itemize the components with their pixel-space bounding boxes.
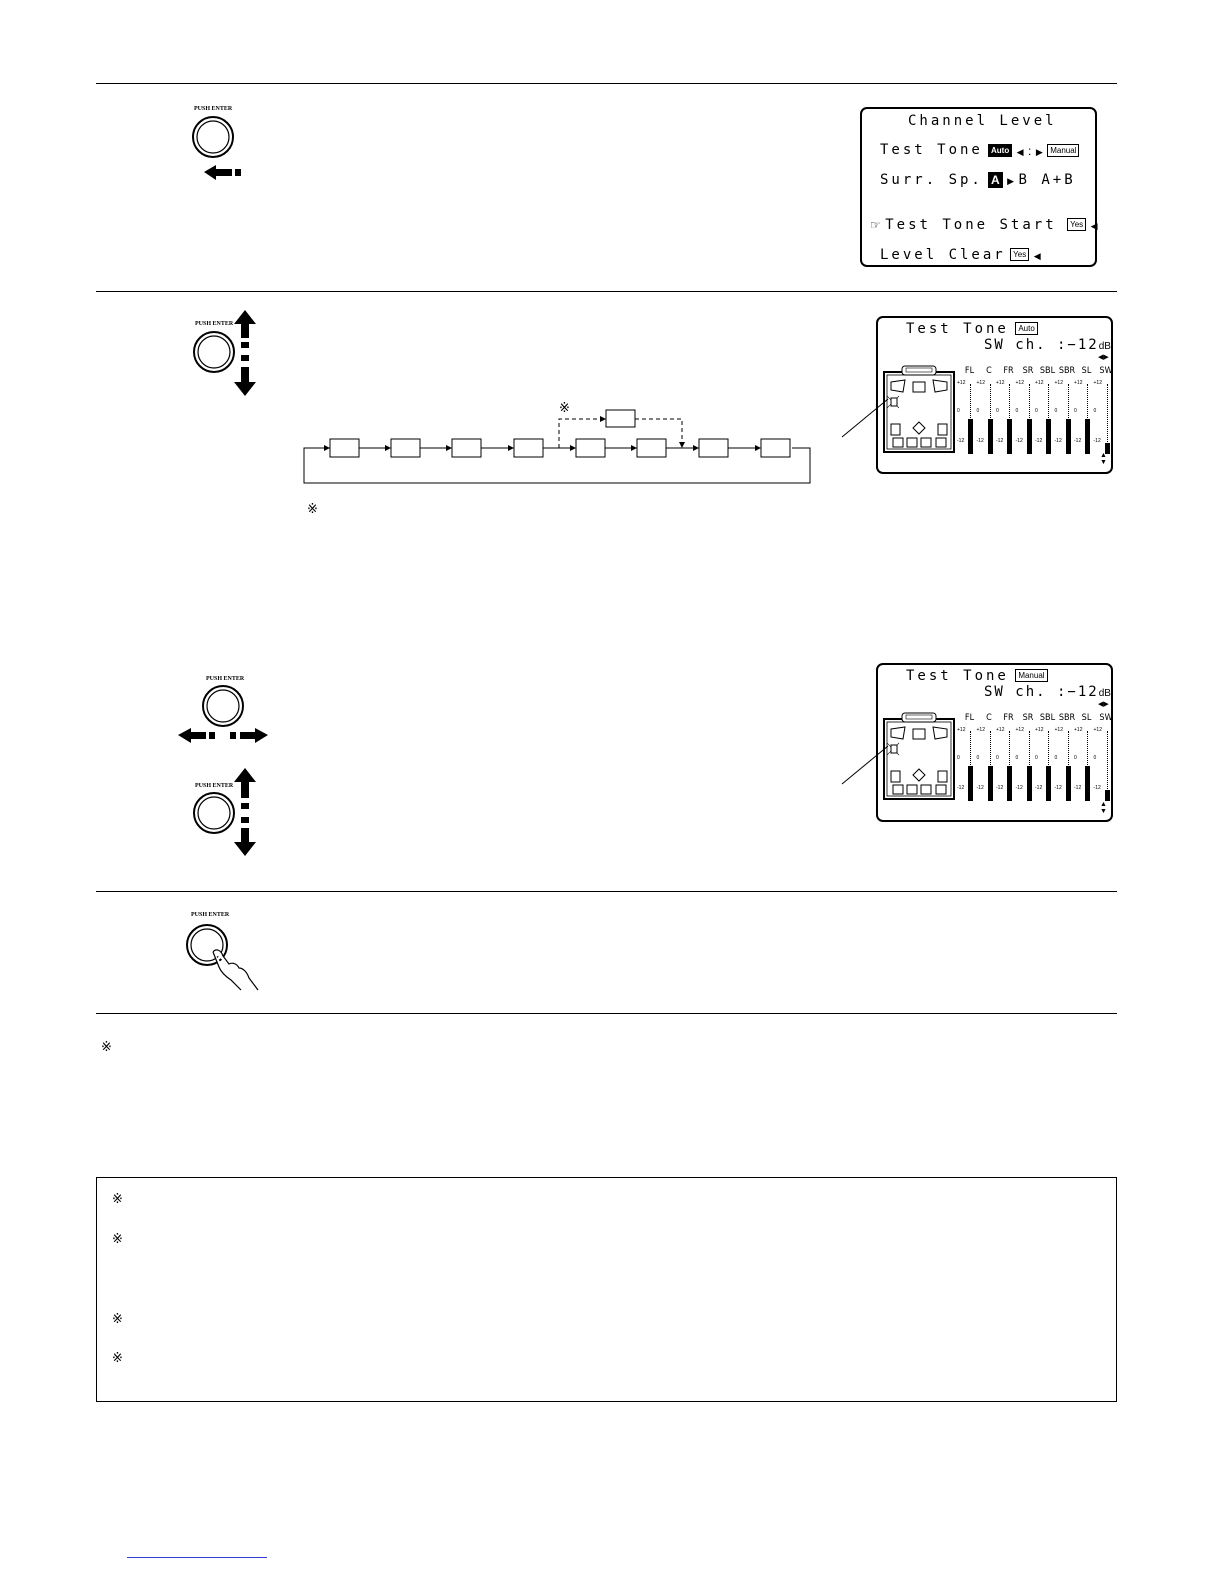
scale-label: +12 [1093,380,1102,386]
scale-label: -12 [957,438,965,444]
scale-label: -12 [1054,785,1062,791]
sequence-box [699,439,728,457]
channel-label: FR [1003,366,1014,376]
sequence-box [514,439,543,457]
reference-mark: ※ [112,1232,123,1247]
scale-label: +12 [996,727,1005,733]
sequence-box [637,439,666,457]
sequence-box [452,439,481,457]
section-divider [96,891,1117,892]
channel-label: C [986,713,992,723]
channel-readout [984,336,1111,354]
scale-label: 0 [1093,408,1097,414]
meter-bar [1007,766,1012,801]
push-enter-knob-updown[interactable] [190,310,265,400]
level-clear-row[interactable] [880,246,1041,264]
auto-tag[interactable]: Auto [988,144,1012,157]
triangle-right-icon: ▶ [1035,147,1043,157]
sequence-box [330,439,359,457]
test-tone-options [988,142,1079,160]
channel-level-meters [957,713,1113,817]
scale-label: 0 [1035,755,1038,761]
reference-mark: ※ [101,1040,112,1055]
scale-label: -12 [1054,438,1062,444]
scale-label: 0 [1035,408,1038,414]
channel-label: SL [1081,366,1092,376]
reference-mark: ※ [559,401,570,416]
unit-label: dB [1098,688,1111,699]
channel-label: SW [1099,713,1113,723]
meter-bar [1085,419,1090,454]
reference-mark: ※ [307,502,318,517]
channel-readout-text: SW ch. :−12 [984,337,1099,353]
yes-tag[interactable]: Yes [1010,248,1029,261]
triangle-left-icon: ◀ [1016,147,1024,157]
scale-label: 0 [1054,755,1058,761]
channel-label: FR [1003,713,1014,723]
test-tone-start-label: Test Tone Start [885,217,1057,233]
scale-label: -12 [976,438,984,444]
scale-label: -12 [1035,438,1043,444]
channel-readout-text: SW ch. :−12 [984,684,1099,700]
section-divider [96,1013,1117,1014]
lcd-title: Test Tone [906,668,1009,684]
reference-mark: ※ [112,1351,123,1366]
lcd-title: Test Tone [906,321,1009,337]
meter-bar [1046,419,1051,454]
unit-label: dB [1098,341,1111,352]
separator: : [1028,144,1032,158]
scale-label: -12 [996,785,1004,791]
channel-sequence-diagram [290,400,820,490]
channel-label: FL [964,713,975,723]
meter-bar [1046,766,1051,801]
push-enter-knob-leftright[interactable] [176,676,271,746]
leader-line [840,742,890,787]
meter-bar [1066,419,1071,454]
meter-bar [968,766,973,801]
scale-label: -12 [1035,785,1043,791]
push-enter-label: PUSH ENTER [195,321,234,327]
scale-label: +12 [1035,380,1044,386]
meter-bar [1027,766,1032,801]
scale-label: +12 [1074,727,1083,733]
reference-mark: ※ [112,1312,123,1327]
push-enter-knob-left[interactable] [190,106,260,186]
sequence-boxes [330,410,790,457]
scale-label: +12 [957,727,966,733]
sequence-box [576,439,605,457]
meter-bar [988,766,993,801]
arrow-left-right-icon [176,676,271,746]
lcd-test-tone-auto [876,316,1113,474]
scale-label: +12 [1035,727,1044,733]
channel-label: SR [1022,366,1034,376]
optional-sequence-box [606,410,635,427]
speaker-b-options[interactable]: B A+B [1018,172,1076,188]
scale-label: -12 [1074,785,1082,791]
lr-arrows-icon: ◀▶ [1098,701,1109,708]
triangle-right-icon: ▶ [1007,176,1015,186]
footer-link-underline[interactable] [127,1557,267,1558]
scale-label: -12 [1015,785,1023,791]
arrow-up-down-icon [190,768,265,858]
scale-label: 0 [957,755,960,761]
sequence-box [761,439,790,457]
scale-label: 0 [996,408,999,414]
scale-label: +12 [1093,727,1102,733]
meter-bar [1007,419,1012,454]
scale-label: -12 [1015,438,1023,444]
channel-readout [984,683,1111,701]
scale-label: -12 [1074,438,1082,444]
meter-bar [1066,766,1071,801]
arrow-left-icon [190,106,260,186]
meter-bar [1105,790,1110,801]
channel-level-meters [957,366,1113,470]
scale-label: 0 [1074,755,1077,761]
push-enter-label: PUSH ENTER [206,676,245,682]
push-enter-label: PUSH ENTER [194,106,233,112]
meter-bar [988,419,993,454]
pointing-hand-icon: ☞ [870,218,881,232]
reference-mark: ※ [112,1192,123,1207]
pressing-hand-icon [183,912,268,992]
scale-label: 0 [976,755,980,761]
channel-label: SBR [1058,366,1076,376]
lcd-test-tone-manual [876,663,1113,822]
sequence-box [391,439,420,457]
lcd-title: Channel Level [908,113,1057,129]
scale-label: 0 [1054,408,1058,414]
push-enter-label: PUSH ENTER [195,783,234,789]
triangle-left-icon: ◀ [1090,221,1098,231]
scale-label: -12 [957,785,965,791]
scale-label: +12 [1054,380,1063,386]
triangle-left-icon: ◀ [1033,251,1041,261]
lcd-channel-level [860,107,1097,267]
scale-label: -12 [996,438,1004,444]
scale-label: +12 [1015,727,1024,733]
surr-sp-label: Surr. Sp. [880,172,983,188]
up-down-arrows-icon: ▲ ▼ [1100,452,1107,466]
scale-label: 0 [957,408,960,414]
scale-label: 0 [1093,755,1097,761]
up-down-arrows-icon: ▲ ▼ [1100,801,1107,815]
channel-label: FL [964,366,975,376]
scale-label: 0 [996,755,999,761]
level-clear-label: Level Clear [880,247,1006,263]
scale-label: 0 [1015,755,1019,761]
channel-label: SL [1081,713,1092,723]
channel-label: SR [1022,713,1034,723]
channel-label: SBL [1039,366,1056,376]
push-enter-knob-press[interactable] [183,912,268,992]
push-enter-knob-updown-2[interactable] [190,768,265,858]
meter-bar [968,419,973,454]
scale-label: +12 [957,380,966,386]
scale-label: +12 [976,380,985,386]
section-divider [96,291,1117,292]
scale-label: +12 [1054,727,1063,733]
channel-label: SBR [1058,713,1076,723]
scale-label: 0 [1015,408,1019,414]
scale-label: -12 [1093,438,1101,444]
meter-bar [1027,419,1032,454]
mode-tag: Manual [1015,669,1047,682]
scale-label: +12 [976,727,985,733]
scale-label: +12 [1015,380,1024,386]
mode-tag: Auto [1015,322,1037,335]
scale-label: +12 [996,380,1005,386]
test-tone-label: Test Tone [880,142,983,158]
channel-label: SBL [1039,713,1056,723]
push-enter-label: PUSH ENTER [191,912,230,918]
scale-label: +12 [1074,380,1083,386]
channel-label: SW [1099,366,1113,376]
scale-label: 0 [976,408,980,414]
arrow-up-down-icon [190,310,265,400]
manual-tag[interactable]: Manual [1047,144,1079,157]
yes-tag[interactable]: Yes [1067,218,1086,231]
lr-arrows-icon: ◀▶ [1098,354,1109,361]
meter-bar [1085,766,1090,801]
section-divider [96,83,1117,84]
notes-box [96,1177,1117,1402]
channel-label: C [986,366,992,376]
leader-line [840,395,890,440]
speaker-a-tag[interactable]: A [988,172,1003,188]
surr-sp-options [988,171,1076,189]
scale-label: -12 [976,785,984,791]
scale-label: 0 [1074,408,1077,414]
test-tone-start-row[interactable] [870,216,1098,234]
scale-label: -12 [1093,785,1101,791]
speaker-layout-icon [883,362,955,454]
speaker-layout-icon [883,709,955,801]
